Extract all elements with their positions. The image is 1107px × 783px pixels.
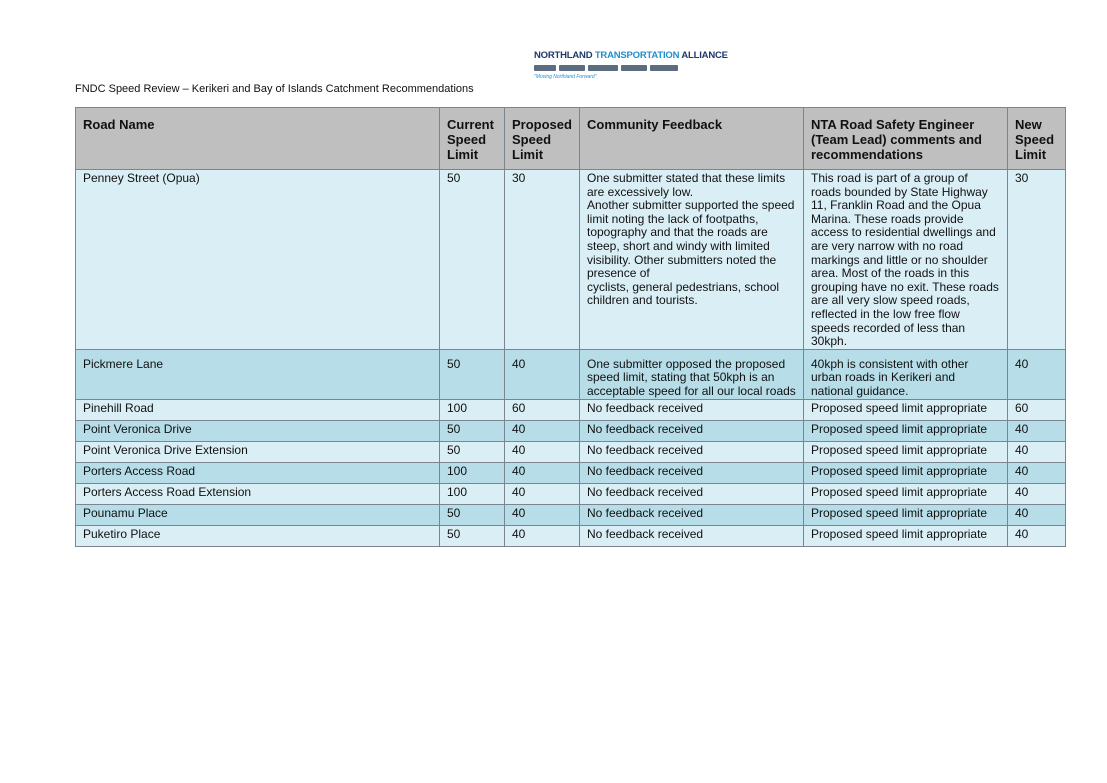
nta-comment-cell: Proposed speed limit appropriate <box>804 441 1008 462</box>
feedback-cell: No feedback received <box>580 504 804 525</box>
feedback-cell: One submitter stated that these limits are excessively low. Another submitter supported the speed limit noting the lack of footpaths, topography and that the roads are steep, short and windy with limited visibility. Other submitters noted the presence of cyclists, general pedestrians, school children and tourists. <box>580 170 804 350</box>
table-row <box>76 483 1066 504</box>
current-limit-cell: 50 <box>440 349 505 399</box>
partner-logo <box>559 65 585 71</box>
table-row <box>76 399 1066 420</box>
nta-comment-cell: Proposed speed limit appropriate <box>804 420 1008 441</box>
new-limit-cell: 40 <box>1008 462 1066 483</box>
header-current-speed-limit: Current Speed Limit <box>440 108 505 170</box>
feedback-cell: No feedback received <box>580 483 804 504</box>
new-limit-cell: 40 <box>1008 504 1066 525</box>
current-limit-cell: 100 <box>440 399 505 420</box>
proposed-limit-cell: 40 <box>505 441 580 462</box>
road-name-cell: Porters Access Road <box>76 462 440 483</box>
nta-comment-cell: This road is part of a group of roads bounded by State Highway 11, Franklin Road and the Opua Marina. These roads provide access to residential dwellings and are very narrow with no road markings and little or no shoulder area. Most of the roads in this grouping have no exit. These roads are all very slow speed roads, reflected in the low free flow speeds recorded of less than 30kph. <box>804 170 1008 350</box>
proposed-limit-cell: 40 <box>505 483 580 504</box>
nta-comment-cell: Proposed speed limit appropriate <box>804 525 1008 546</box>
proposed-limit-cell: 40 <box>505 420 580 441</box>
feedback-cell: No feedback received <box>580 441 804 462</box>
table-row <box>76 441 1066 462</box>
road-name-cell: Porters Access Road Extension <box>76 483 440 504</box>
new-limit-cell: 40 <box>1008 420 1066 441</box>
new-limit-cell: 60 <box>1008 399 1066 420</box>
road-name-cell: Pinehill Road <box>76 399 440 420</box>
table-row <box>76 462 1066 483</box>
speed-recommendations-table <box>75 107 1066 547</box>
current-limit-cell: 50 <box>440 441 505 462</box>
nta-comment-cell: Proposed speed limit appropriate <box>804 504 1008 525</box>
feedback-cell: No feedback received <box>580 525 804 546</box>
feedback-cell: One submitter opposed the proposed speed limit, stating that 50kph is an acceptable speed for all our local roads <box>580 349 804 399</box>
proposed-limit-cell: 40 <box>505 525 580 546</box>
proposed-limit-cell: 40 <box>505 349 580 399</box>
road-name-cell: Pounamu Place <box>76 504 440 525</box>
new-limit-cell: 30 <box>1008 170 1066 350</box>
new-limit-cell: 40 <box>1008 441 1066 462</box>
nta-comment-cell: Proposed speed limit appropriate <box>804 483 1008 504</box>
table-row <box>76 525 1066 546</box>
partner-logo <box>621 65 647 71</box>
nta-comment-cell: 40kph is consistent with other urban roads in Kerikeri and national guidance. <box>804 349 1008 399</box>
table-row <box>76 504 1066 525</box>
header-new-speed-limit: New Speed Limit <box>1008 108 1066 170</box>
current-limit-cell: 50 <box>440 504 505 525</box>
new-limit-cell: 40 <box>1008 525 1066 546</box>
header-road-name: Road Name <box>76 108 440 170</box>
current-limit-cell: 100 <box>440 483 505 504</box>
proposed-limit-cell: 40 <box>505 462 580 483</box>
nta-comment-cell: Proposed speed limit appropriate <box>804 462 1008 483</box>
header-proposed-speed-limit: Proposed Speed Limit <box>505 108 580 170</box>
table-row <box>76 170 1066 350</box>
road-name-cell: Penney Street (Opua) <box>76 170 440 350</box>
table-row <box>76 349 1066 399</box>
logo-title: NORTHLAND TRANSPORTATION ALLIANCE <box>534 50 728 61</box>
nta-comment-cell: Proposed speed limit appropriate <box>804 399 1008 420</box>
header-nta-comments: NTA Road Safety Engineer (Team Lead) comments and recommendations <box>804 108 1008 170</box>
current-limit-cell: 50 <box>440 525 505 546</box>
current-limit-cell: 50 <box>440 170 505 350</box>
new-limit-cell: 40 <box>1008 349 1066 399</box>
logo-tagline: "Moving Northland Forward" <box>534 74 597 80</box>
partner-logo <box>650 65 678 71</box>
table-header-row <box>76 108 1066 170</box>
partner-logo <box>534 65 556 71</box>
road-name-cell: Puketiro Place <box>76 525 440 546</box>
document-title: FNDC Speed Review – Kerikeri and Bay of Islands Catchment Recommendations <box>75 83 474 95</box>
partner-logos <box>534 63 702 72</box>
header-community-feedback: Community Feedback <box>580 108 804 170</box>
table-row <box>76 420 1066 441</box>
road-name-cell: Point Veronica Drive Extension <box>76 441 440 462</box>
feedback-cell: No feedback received <box>580 462 804 483</box>
proposed-limit-cell: 60 <box>505 399 580 420</box>
road-name-cell: Point Veronica Drive <box>76 420 440 441</box>
road-name-cell: Pickmere Lane <box>76 349 440 399</box>
current-limit-cell: 100 <box>440 462 505 483</box>
partner-logo <box>588 65 618 71</box>
feedback-cell: No feedback received <box>580 399 804 420</box>
nta-logo <box>534 50 728 82</box>
feedback-cell: No feedback received <box>580 420 804 441</box>
current-limit-cell: 50 <box>440 420 505 441</box>
proposed-limit-cell: 40 <box>505 504 580 525</box>
new-limit-cell: 40 <box>1008 483 1066 504</box>
proposed-limit-cell: 30 <box>505 170 580 350</box>
